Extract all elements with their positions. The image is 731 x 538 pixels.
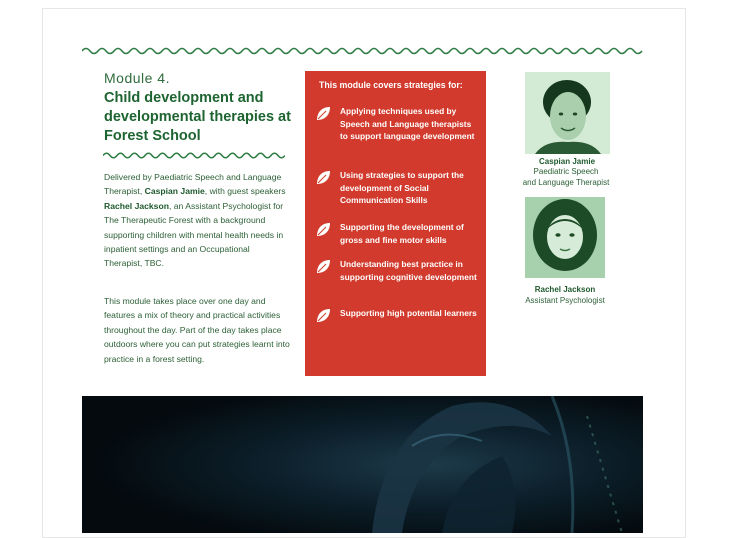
strategies-panel: This module covers strategies for: Applying techniques used by Speech and Language therapists to support language development Using strategies to support the development of Social Communication Skills Supporting the development of gross and fine motor skills Understanding best practice in supporting cognitive development Supporting high potential learners bbox=[305, 71, 486, 376]
module-title: Child development and developmental therapies at Forest School bbox=[104, 90, 291, 144]
portrait-caspian bbox=[525, 72, 610, 154]
caption-name-rachel: Rachel Jackson bbox=[534, 285, 596, 294]
wavy-divider-top bbox=[82, 46, 644, 56]
caption-role-rachel: Assistant Psychologist bbox=[525, 296, 605, 305]
forest-photo bbox=[82, 396, 643, 533]
portrait-rachel bbox=[525, 197, 605, 278]
wavy-divider-title bbox=[103, 151, 285, 160]
schedule-paragraph: This module takes place over one day and features a mix of theory and practical activities throughout the day. Part of the day takes place outdoors where you can put strategies learnt into practice in a forest setting. bbox=[104, 296, 290, 364]
leaf-icon bbox=[315, 106, 331, 122]
speaker-rachel: Rachel Jackson bbox=[104, 200, 169, 211]
leaf-icon bbox=[315, 308, 331, 324]
leaf-icon bbox=[315, 222, 331, 238]
leaf-icon bbox=[315, 170, 331, 186]
caption-name-caspian: Caspian Jamie bbox=[538, 157, 596, 166]
caption-role-caspian-1: Paediatric Speech bbox=[533, 167, 599, 176]
speaker-caspian: Caspian Jamie bbox=[144, 186, 205, 197]
caption-role-caspian-2: and Language Therapist bbox=[522, 178, 610, 187]
leaf-icon bbox=[315, 259, 331, 275]
intro-paragraph: Delivered by Paediatric Speech and Language Therapist, Caspian Jamie, with guest speakers Rachel Jackson, an Assistant Psychologist for The Therapeutic Forest with a background supporting children with mental health needs in inpatient settings and an Occupational Therapist, TBC. bbox=[104, 172, 286, 269]
strategies-heading: This module covers strategies for: bbox=[319, 80, 463, 90]
module-label: Module 4. bbox=[104, 70, 170, 86]
